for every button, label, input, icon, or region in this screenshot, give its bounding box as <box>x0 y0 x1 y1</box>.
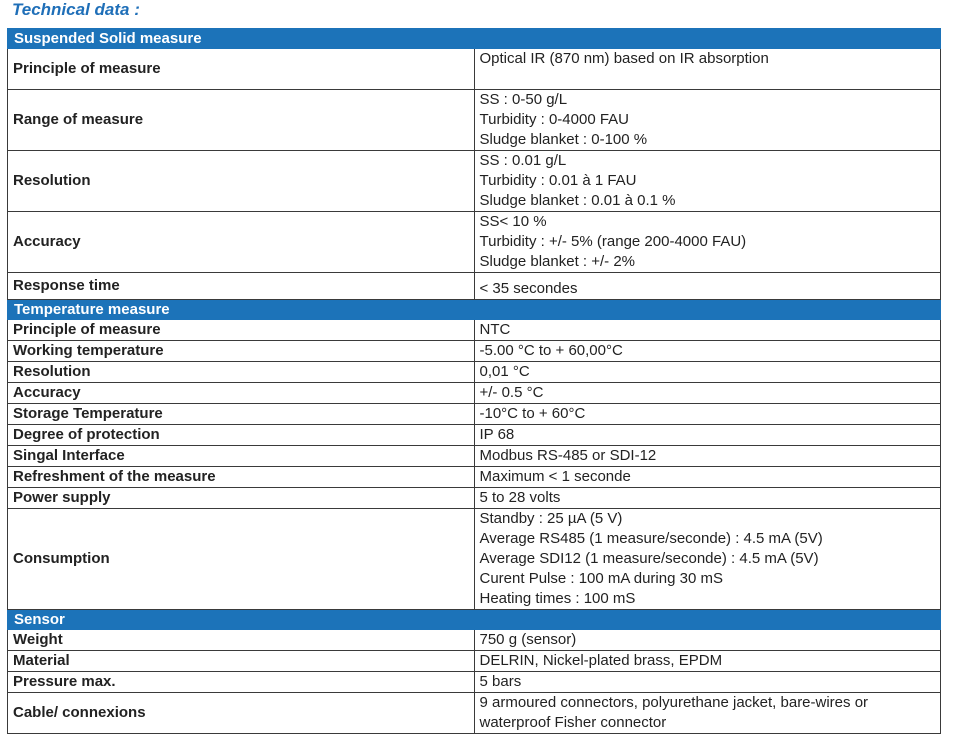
spec-label: Singal Interface <box>8 446 475 467</box>
spec-value-line: SS< 10 % <box>479 213 547 230</box>
spec-value-line: Turbidity : 0-4000 FAU <box>479 111 630 128</box>
spec-row <box>8 90 941 151</box>
spec-value <box>474 630 941 651</box>
spec-row <box>8 404 941 425</box>
spec-value-line: 750 g (sensor) <box>479 631 577 648</box>
spec-value-line: 5 bars <box>479 673 522 690</box>
spec-label: Principle of measure <box>8 320 475 341</box>
spec-row <box>8 273 941 300</box>
spec-value <box>474 651 941 672</box>
spec-value-line: waterproof Fisher connector <box>479 714 667 731</box>
spec-value-line: Sludge blanket : 0.01 à 0.1 % <box>479 192 676 209</box>
spec-value-line: DELRIN, Nickel-plated brass, EPDM <box>479 652 723 669</box>
spec-row <box>8 425 941 446</box>
technical-data-table <box>7 28 941 734</box>
spec-row <box>8 362 941 383</box>
spec-label: Storage Temperature <box>8 404 475 425</box>
spec-row <box>8 212 941 273</box>
spec-value-line: +/- 0.5 °C <box>479 384 544 401</box>
spec-value-line: Maximum < 1 seconde <box>479 468 631 485</box>
spec-value-line: Standby : 25 µA (5 V) <box>479 510 623 527</box>
spec-label: Consumption <box>8 509 475 610</box>
spec-value-line: SS : 0.01 g/L <box>479 152 567 169</box>
spec-value <box>474 90 941 151</box>
spec-value-line: Turbidity : +/- 5% (range 200-4000 FAU) <box>479 233 747 250</box>
spec-value <box>474 672 941 693</box>
spec-value-line: < 35 secondes <box>479 280 578 297</box>
spec-label: Working temperature <box>8 341 475 362</box>
spec-value-line: Turbidity : 0.01 à 1 FAU <box>479 172 637 189</box>
spec-row <box>8 151 941 212</box>
spec-label: Cable/ connexions <box>8 693 475 734</box>
spec-value-line: -5.00 °C to + 60,00°C <box>479 342 623 359</box>
spec-row <box>8 446 941 467</box>
spec-label: Resolution <box>8 362 475 383</box>
spec-label: Range of measure <box>8 90 475 151</box>
spec-value <box>474 151 941 212</box>
spec-value <box>474 467 941 488</box>
spec-value <box>474 425 941 446</box>
spec-label: Degree of protection <box>8 425 475 446</box>
section-header-row <box>8 300 941 320</box>
spec-value-line: 9 armoured connectors, polyurethane jacket, bare-wires or <box>479 694 869 711</box>
spec-value <box>474 446 941 467</box>
spec-value-line: IP 68 <box>479 426 515 443</box>
spec-row <box>8 49 941 90</box>
spec-label: Weight <box>8 630 475 651</box>
spec-row <box>8 341 941 362</box>
spec-row <box>8 672 941 693</box>
spec-value-line: Sludge blanket : +/- 2% <box>479 253 636 270</box>
spec-label: Principle of measure <box>8 49 475 90</box>
spec-value-line: Modbus RS-485 or SDI-12 <box>479 447 657 464</box>
section-header: Temperature measure <box>8 300 941 320</box>
spec-label: Refreshment of the measure <box>8 467 475 488</box>
section-header-row <box>8 29 941 49</box>
spec-value-line: NTC <box>479 321 511 338</box>
spec-value <box>474 341 941 362</box>
section-header: Suspended Solid measure <box>8 29 941 49</box>
spec-label: Pressure max. <box>8 672 475 693</box>
spec-value-line: 5 to 28 volts <box>479 489 561 506</box>
spec-value <box>474 320 941 341</box>
spec-value <box>474 212 941 273</box>
spec-label: Material <box>8 651 475 672</box>
spec-value <box>474 488 941 509</box>
spec-row <box>8 383 941 404</box>
spec-value <box>474 509 941 610</box>
spec-value-line: Average RS485 (1 measure/seconde) : 4.5 mA (5V) <box>479 530 823 547</box>
spec-row <box>8 693 941 734</box>
spec-label: Resolution <box>8 151 475 212</box>
spec-label: Accuracy <box>8 212 475 273</box>
spec-value <box>474 362 941 383</box>
spec-value <box>474 273 941 300</box>
page-title: Technical data : <box>12 0 140 19</box>
spec-value-line <box>480 69 936 89</box>
spec-value <box>474 404 941 425</box>
spec-value <box>474 49 941 90</box>
spec-row <box>8 320 941 341</box>
spec-row <box>8 467 941 488</box>
spec-value-line: -10°C to + 60°C <box>479 405 586 422</box>
spec-row <box>8 630 941 651</box>
spec-row <box>8 509 941 610</box>
spec-row <box>8 488 941 509</box>
spec-value-line: Average SDI12 (1 measure/seconde) : 4.5 mA (5V) <box>479 550 819 567</box>
spec-value-line: SS : 0-50 g/L <box>479 91 568 108</box>
spec-label: Accuracy <box>8 383 475 404</box>
spec-value <box>474 693 941 734</box>
spec-value-line: Curent Pulse : 100 mA during 30 mS <box>479 570 723 587</box>
technical-data-body <box>8 29 941 734</box>
spec-label: Response time <box>8 273 475 300</box>
spec-row <box>8 651 941 672</box>
section-header: Sensor <box>8 610 941 630</box>
spec-value-line: 0,01 °C <box>479 363 530 380</box>
spec-value-line: Heating times : 100 mS <box>479 590 636 607</box>
spec-value-line: Optical IR (870 nm) based on IR absorption <box>479 50 769 67</box>
section-header-row <box>8 610 941 630</box>
spec-value <box>474 383 941 404</box>
spec-value-line: Sludge blanket : 0-100 % <box>479 131 648 148</box>
spec-label: Power supply <box>8 488 475 509</box>
